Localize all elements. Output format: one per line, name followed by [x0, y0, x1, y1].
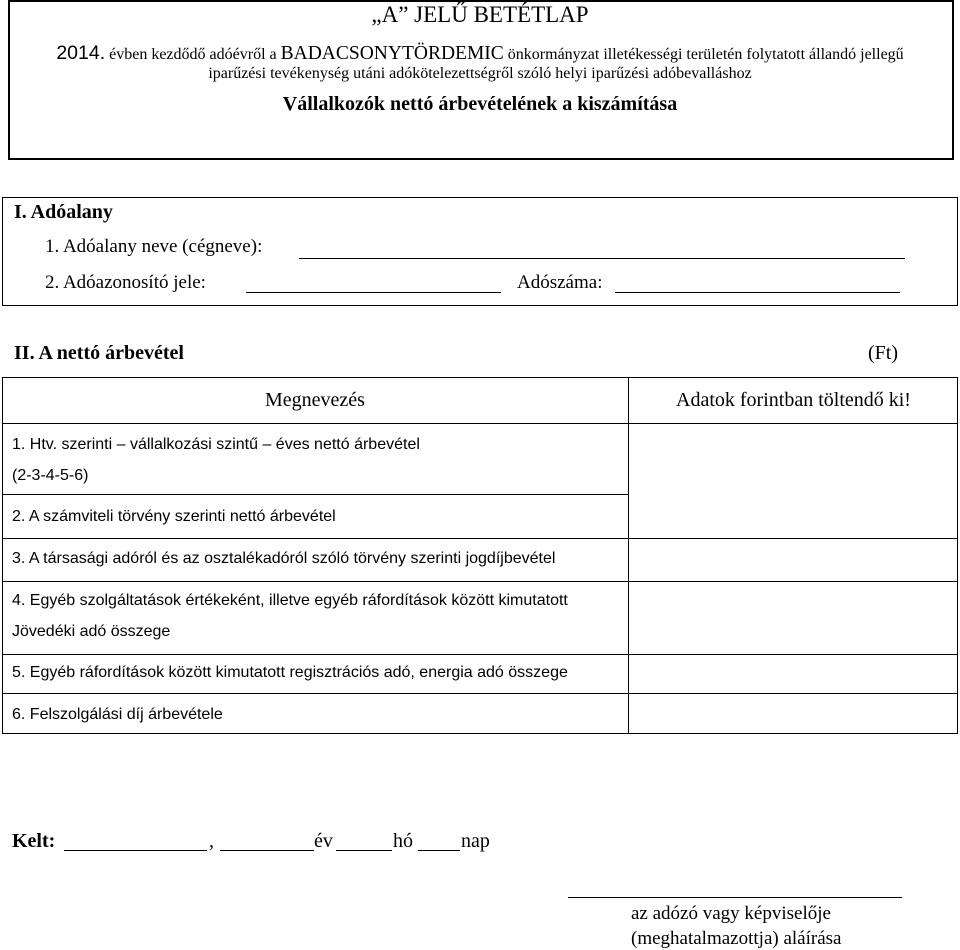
form-description-line-2: iparűzési tevékenység utáni adókötelezettségről szóló helyi iparűzési adóbevalláshoz	[208, 65, 752, 82]
place-field[interactable]	[64, 850, 207, 851]
section-taxpayer-heading: I. Adóalany	[14, 201, 113, 223]
month-word: hó	[393, 830, 413, 852]
table-row-divider	[2, 494, 628, 495]
month-field[interactable]	[336, 850, 392, 851]
table-row-label-continued: Jövedéki adó összege	[12, 623, 171, 640]
section-net-revenue-heading: II. A nettó árbevétel	[14, 342, 184, 364]
column-header-name: Megnevezés	[265, 389, 365, 411]
date-label: Kelt:	[12, 830, 56, 852]
table-row-label-continued: (2-3-4-5-6)	[12, 467, 89, 484]
signature-caption-continued: (meghatalmazottja) aláírása	[631, 928, 842, 949]
tax-number-field[interactable]	[615, 292, 900, 293]
signature-field[interactable]	[568, 897, 902, 898]
description-text-b: önkormányzat illetékességi területén folytatott állandó jellegű	[503, 46, 904, 63]
taxpayer-name-field[interactable]	[299, 258, 905, 259]
year-field[interactable]	[220, 850, 314, 851]
municipality-name: BADACSONYTÖRDEMIC	[280, 43, 504, 64]
table-row-label: 5. Egyéb ráfordítások között kimutatott regisztrációs adó, energia adó összege	[12, 664, 568, 681]
tax-id-field[interactable]	[246, 292, 501, 293]
tax-number-label: Adószáma:	[517, 272, 603, 293]
amount-cell-row-3[interactable]	[629, 539, 957, 581]
taxpayer-name-label: 1. Adóalany neve (cégneve):	[45, 236, 263, 257]
year-value: 2014.	[56, 42, 106, 64]
table-row-label: 3. A társasági adóról és az osztalékadóról szóló törvény szerinti jogdíjbevétel	[12, 550, 556, 567]
signature-caption: az adózó vagy képviselője	[631, 903, 831, 924]
amount-cell-row-1[interactable]	[629, 424, 957, 538]
form-subtitle: Vállalkozók nettó árbevételének a kiszámítása	[282, 93, 678, 115]
column-header-amount: Adatok forintban töltendő ki!	[676, 389, 911, 411]
form-title: „A” JELŰ BETÉTLAP	[371, 2, 589, 27]
table-row-label: 4. Egyéb szolgáltatások értékeként, illetve egyéb ráfordítások között kimutatott	[12, 592, 568, 609]
currency-unit-label: (Ft)	[868, 342, 898, 364]
amount-cell-row-6[interactable]	[629, 694, 957, 733]
year-word: év	[314, 830, 333, 852]
description-text-a: évben kezdődő adóévről a	[105, 46, 281, 63]
day-field[interactable]	[418, 850, 460, 851]
amount-cell-row-4[interactable]	[629, 582, 957, 654]
table-row-label: 1. Htv. szerinti – vállalkozási szintű – éves nettó árbevétel	[12, 436, 420, 453]
date-separator: ,	[209, 830, 214, 852]
tax-id-label: 2. Adóazonosító jele:	[45, 272, 206, 293]
table-row-label: 6. Felszolgálási díj árbevétele	[12, 706, 223, 723]
day-word: nap	[461, 830, 490, 852]
amount-cell-row-5[interactable]	[629, 655, 957, 693]
table-row-label: 2. A számviteli törvény szerinti nettó árbevétel	[12, 508, 336, 525]
form-description-line-1	[0, 42, 960, 65]
